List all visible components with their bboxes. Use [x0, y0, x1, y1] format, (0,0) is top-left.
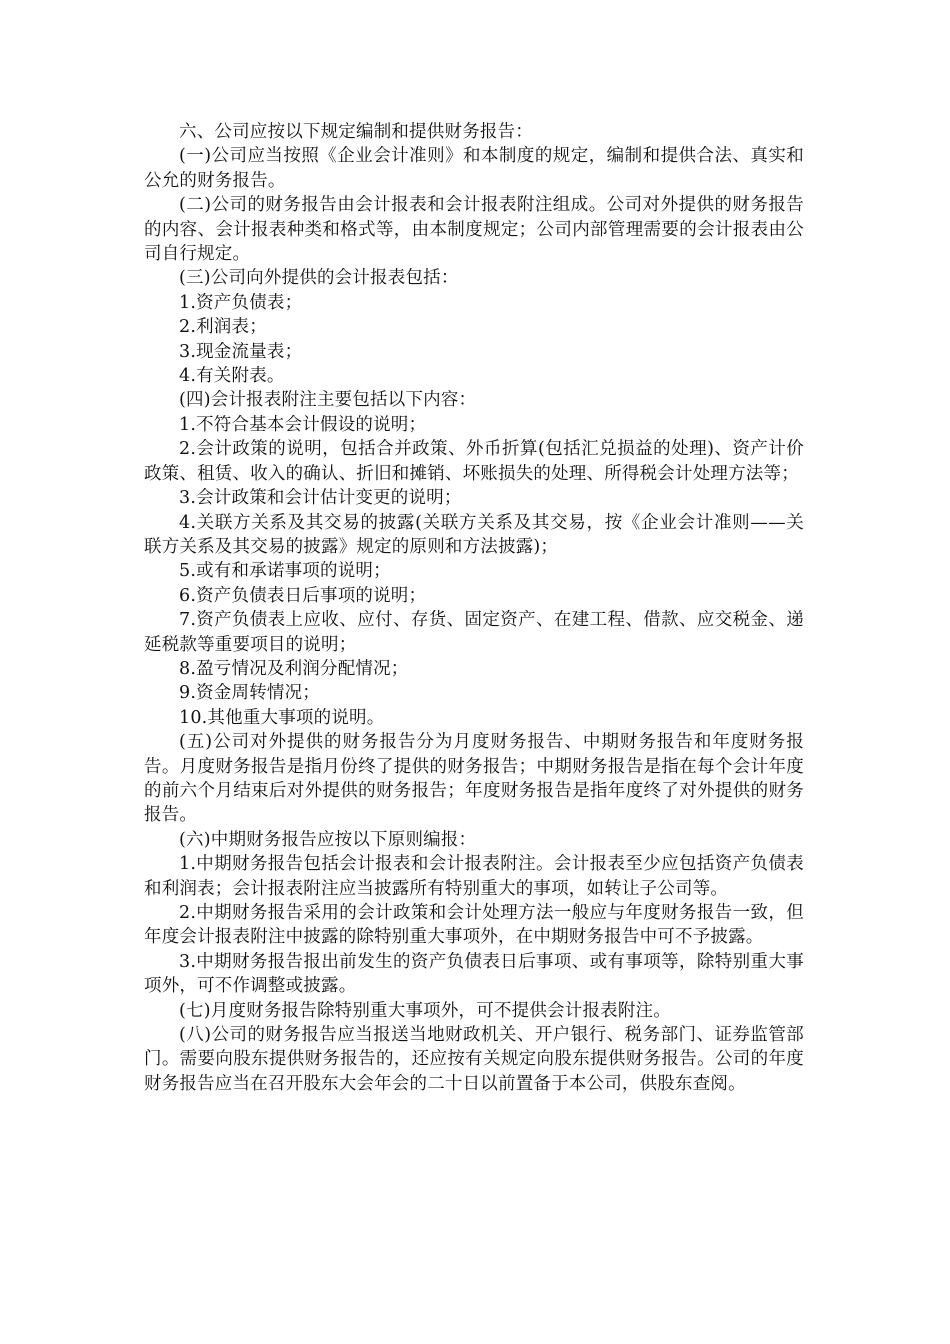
- paragraph: 1.中期财务报告包括会计报表和会计报表附注。会计报表至少应包括资产负债表和利润表；会计报表附注应当披露所有特别重大的事项，如转让子公司等。: [144, 854, 804, 899]
- paragraph: 7.资产负债表上应收、应付、存货、固定资产、在建工程、借款、应交税金、递延税款等重要项目的说明；: [144, 610, 804, 655]
- paragraph: (二)公司的财务报告由会计报表和会计报表附注组成。公司对外提供的财务报告的内容、会计报表种类和格式等，由本制度规定；公司内部管理需要的会计报表由公司自行规定。: [144, 195, 804, 265]
- paragraph: 2.中期财务报告采用的会计政策和会计处理方法一般应与年度财务报告一致，但年度会计报表附注中披露的除特别重大事项外，在中期财务报告中可不予披露。: [144, 903, 804, 948]
- paragraph: (三)公司向外提供的会计报表包括：: [179, 268, 459, 289]
- paragraph: (一)公司应当按照《企业会计准则》和本制度的规定，编制和提供合法、真实和公允的财务报告。: [144, 146, 804, 191]
- paragraph: (五)公司对外提供的财务报告分为月度财务报告、中期财务报告和年度财务报告。月度财务报告是指月份终了提供的财务报告；中期财务报告是指在每个会计年度的前六个月结束后对外提供的财务报告；年度财务报告是指年度终了对外提供的财务报告。: [144, 732, 804, 826]
- paragraph: 2.利润表；: [179, 317, 267, 338]
- paragraph: 10.其他重大事项的说明。: [179, 707, 385, 728]
- paragraph: (七)月度财务报告除特别重大事项外，可不提供会计报表附注。: [179, 1000, 671, 1021]
- paragraph: 3.中期财务报告报出前发生的资产负债表日后事项、或有事项等，除特别重大事项外，可不作调整或披露。: [144, 951, 804, 997]
- paragraph: (八)公司的财务报告应当报送当地财政机关、开户银行、税务部门、证券监管部门。需要向股东提供财务报告的，还应按有关规定向股东提供财务报告。公司的年度财务报告应当在召开股东大会年会的二十日以前置备于本公司，供股东查阅。: [144, 1025, 804, 1094]
- paragraph: 5.或有和承诺事项的说明；: [179, 561, 391, 582]
- paragraph: 2.会计政策的说明，包括合并政策、外币折算(包括汇兑损益的处理)、资产计价政策、租赁、收入的确认、折旧和摊销、坏账损失的处理、所得税会计处理方法等；: [144, 439, 804, 484]
- paragraph: 3.现金流量表；: [179, 341, 303, 362]
- paragraph: 1.不符合基本会计假设的说明；: [179, 414, 427, 435]
- paragraph: 3.会计政策和会计估计变更的说明；: [179, 488, 462, 509]
- paragraph: (六)中期财务报告应按以下原则编报：: [179, 829, 477, 850]
- paragraph: 6.资产负债表日后事项的说明；: [179, 585, 427, 606]
- paragraph: 4.有关附表。: [179, 366, 285, 387]
- paragraph: 8.盈亏情况及利润分配情况；: [179, 658, 409, 679]
- paragraph: 4.关联方关系及其交易的披露(关联方关系及其交易，按《企业会计准则——关联方关系及其交易的披露》规定的原则和方法披露)；: [144, 512, 804, 557]
- paragraph: 9.资金周转情况；: [179, 683, 320, 704]
- paragraph: 1.资产负债表；: [179, 292, 303, 313]
- paragraph: 六、公司应按以下规定编制和提供财务报告：: [179, 122, 533, 142]
- paragraph: (四)会计报表附注主要包括以下内容：: [179, 390, 477, 411]
- document-body: [144, 120, 804, 1096]
